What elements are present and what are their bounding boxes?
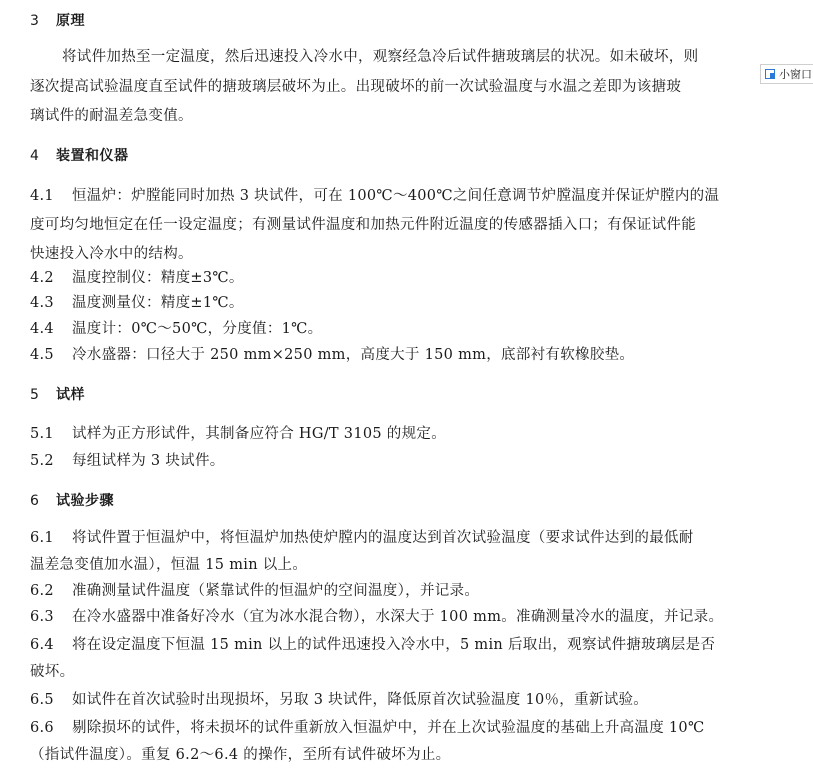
clause-4-3 — [30, 291, 244, 312]
clause-number: 6.6 — [30, 720, 54, 736]
clause-text: 剔除损坏的试件，将未损坏的试件重新放入恒温炉中，并在上次试验温度的基础上升高温度 10℃ — [72, 720, 705, 736]
clause-number: 6.4 — [30, 637, 54, 653]
clause-text: 在冷水盛器中准备好冷水（宜为冰水混合物），水深大于 100 mm。准确测量冷水的温度，并记录。 — [72, 609, 724, 625]
clause-6-4 — [30, 633, 715, 654]
mini-window-button[interactable] — [760, 64, 813, 84]
principle-line: 将试件加热至一定温度，然后迅速投入冷水中，观察经急冷后试件搪玻璃层的状况。如未破坏，则 — [62, 49, 699, 65]
clause-text: 如试件在首次试验时出现损坏，另取 3 块试件，降低原首次试验温度 10％，重新试验。 — [72, 692, 649, 708]
clause-4-4 — [30, 317, 322, 338]
clause-4-1 — [30, 184, 719, 205]
clause-text: 准确测量试件温度（紧靠试件的恒温炉的空间温度），并记录。 — [72, 583, 480, 599]
section-heading-3 — [30, 10, 85, 30]
clause-4-1-cont: 度可均匀地恒定在任一设定温度；有测量试件温度和加热元件附近温度的传感器插入口；有保证试件能 — [30, 217, 696, 233]
clause-number: 4.1 — [30, 188, 54, 204]
clause-6-3 — [30, 605, 723, 626]
section-number: 6 — [30, 493, 40, 509]
section-number: 3 — [30, 13, 40, 29]
section-heading-6 — [30, 490, 114, 510]
clause-number: 5.2 — [30, 453, 54, 469]
principle-line: 璃试件的耐温差急变值。 — [30, 108, 193, 124]
section-title: 试验步骤 — [56, 493, 114, 509]
clause-text: 试样为正方形试件，其制备应符合 HG/T 3105 的规定。 — [72, 426, 447, 442]
section-number: 4 — [30, 148, 40, 164]
section-heading-5 — [30, 384, 85, 404]
clause-text: 将试件置于恒温炉中，将恒温炉加热使炉膛内的温度达到首次试验温度（要求试件达到的最低耐 — [72, 530, 694, 546]
clause-text: 恒温炉：炉膛能同时加热 3 块试件，可在 100℃～400℃之间任意调节炉膛温度并保证炉膛内的温 — [72, 188, 720, 204]
clause-6-1 — [30, 526, 694, 547]
clause-number: 4.4 — [30, 321, 54, 337]
clause-6-1-cont: 温差急变值加水温），恒温 15 min 以上。 — [30, 557, 308, 573]
clause-4-2 — [30, 266, 244, 287]
clause-text: 冷水盛器：口径大于 250 mm×250 mm，高度大于 150 mm，底部衬有软橡胶垫。 — [72, 347, 635, 363]
section-title: 原理 — [56, 13, 85, 29]
clause-4-5 — [30, 343, 634, 364]
clause-6-4-cont: 破坏。 — [30, 664, 75, 680]
clause-text: 温度测量仪：精度±1℃。 — [72, 295, 244, 311]
clause-text: 温度控制仪：精度±3℃。 — [72, 270, 244, 286]
clause-5-1 — [30, 422, 446, 443]
clause-5-2 — [30, 449, 225, 470]
clause-number: 5.1 — [30, 426, 54, 442]
clause-number: 4.3 — [30, 295, 54, 311]
section-title: 装置和仪器 — [56, 148, 129, 164]
clause-number: 4.2 — [30, 270, 54, 286]
section-heading-4 — [30, 145, 129, 165]
clause-number: 4.5 — [30, 347, 54, 363]
clause-4-1-cont: 快速投入冷水中的结构。 — [30, 246, 193, 262]
clause-text: 每组试样为 3 块试件。 — [72, 453, 225, 469]
clause-6-6-cont: （指试件温度）。重复 6.2～6.4 的操作，至所有试件破坏为止。 — [30, 747, 451, 763]
section-number: 5 — [30, 387, 40, 403]
clause-6-6 — [30, 716, 704, 737]
clause-6-5 — [30, 688, 648, 709]
clause-number: 6.1 — [30, 530, 54, 546]
clause-number: 6.3 — [30, 609, 54, 625]
clause-number: 6.2 — [30, 583, 54, 599]
principle-line: 逐次提高试验温度直至试件的搪玻璃层破坏为止。出现破坏的前一次试验温度与水温之差即为该搪玻 — [30, 79, 682, 95]
clause-6-2 — [30, 579, 479, 600]
mini-window-label: 小窗口 — [779, 68, 812, 81]
window-icon — [765, 69, 775, 79]
section-title: 试样 — [56, 387, 85, 403]
clause-text: 温度计：0℃～50℃，分度值：1℃。 — [72, 321, 323, 337]
clause-number: 6.5 — [30, 692, 54, 708]
clause-text: 将在设定温度下恒温 15 min 以上的试件迅速投入冷水中，5 min 后取出，观察试件搪玻璃层是否 — [72, 637, 716, 653]
